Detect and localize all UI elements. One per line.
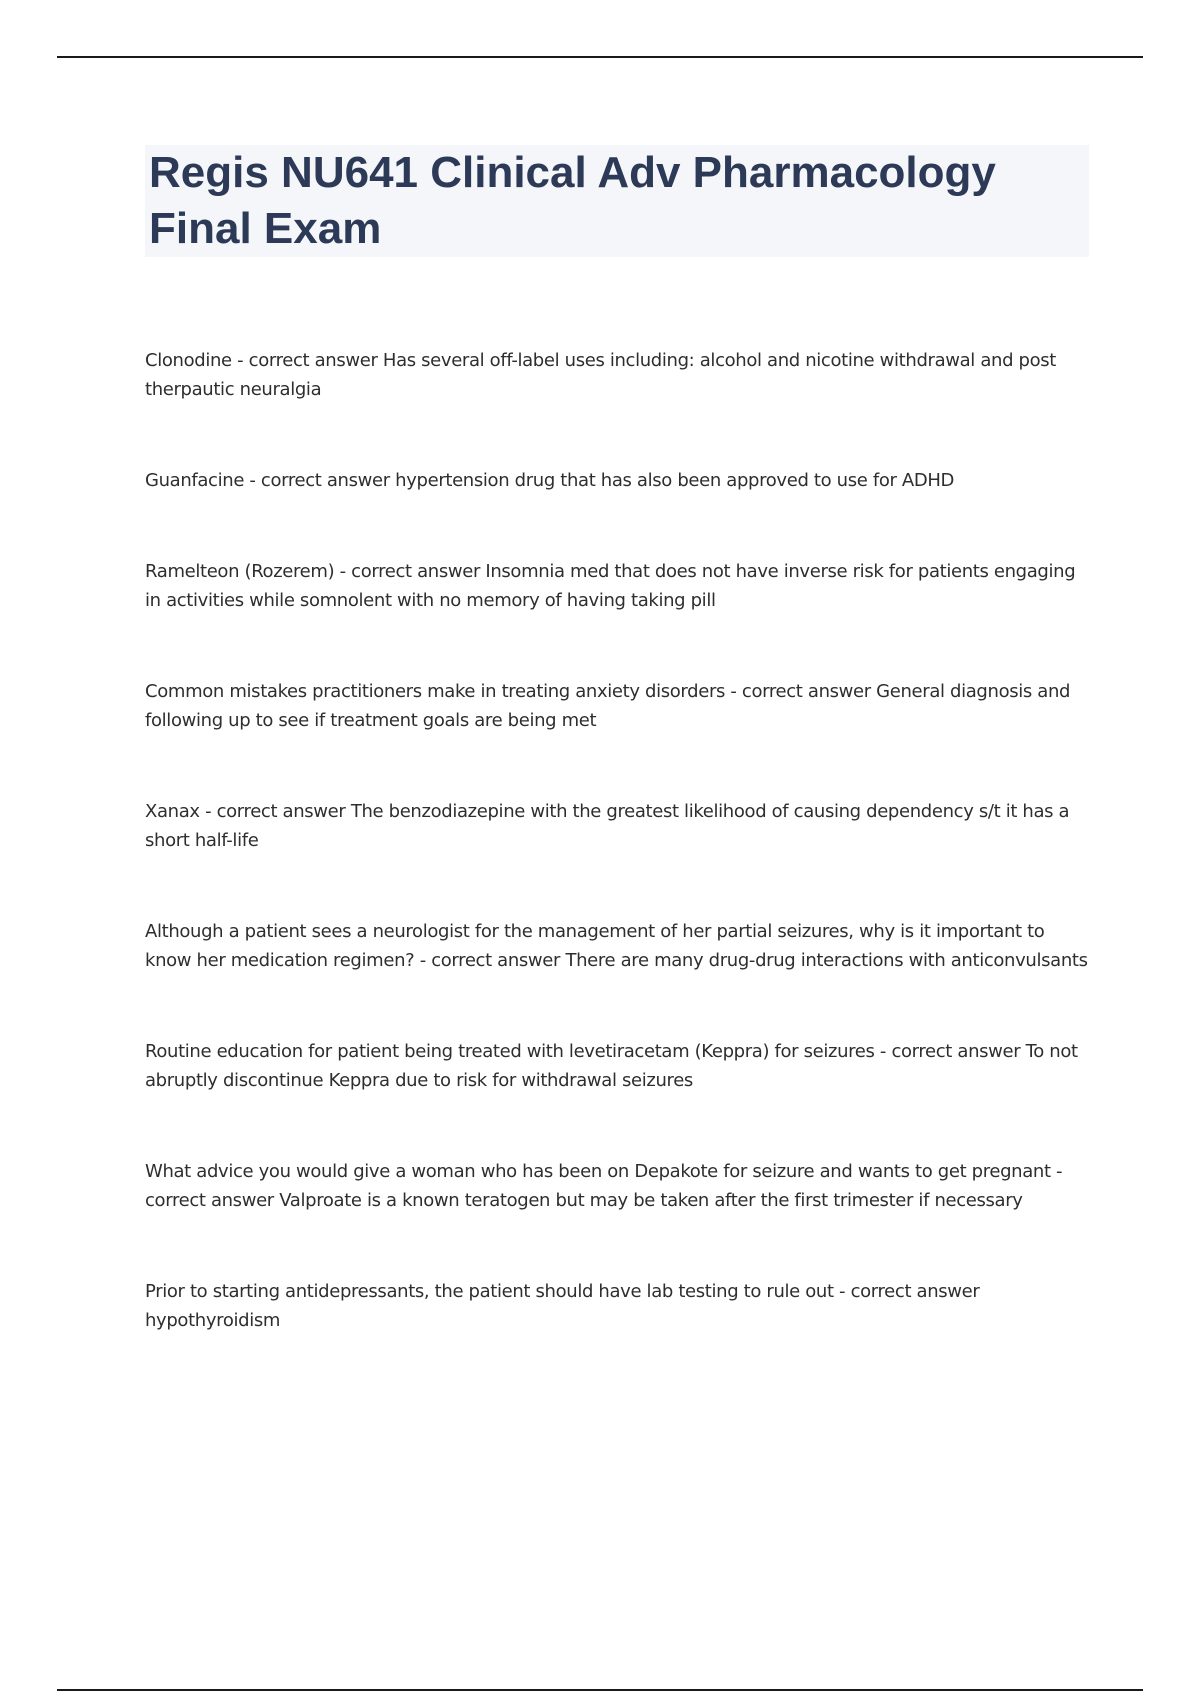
qa-item: Although a patient sees a neurologist for the management of her partial seizures, why is it important to know her medication regimen? - correct answer There are many drug-drug interactions with anticonvulsants — [145, 921, 1088, 971]
qa-item: Prior to starting antidepressants, the patient should have lab testing to rule out - correct answer hypothyroidism — [145, 1281, 980, 1331]
qa-item: Clonodine - correct answer Has several off-label uses including: alcohol and nicotine withdrawal and post therpautic neuralgia — [145, 350, 1056, 400]
qa-item: Common mistakes practitioners make in treating anxiety disorders - correct answer General diagnosis and following up to see if treatment goals are being met — [145, 681, 1071, 731]
qa-item: Guanfacine - correct answer hypertension drug that has also been approved to use for ADHD — [145, 470, 955, 491]
qa-item: Routine education for patient being treated with levetiracetam (Keppra) for seizures - correct answer To not abruptly discontinue Keppra due to risk for withdrawal seizures — [145, 1041, 1078, 1091]
top-divider — [57, 56, 1143, 58]
qa-list — [145, 346, 1090, 1397]
title-banner — [145, 145, 1089, 257]
qa-item: Xanax - correct answer The benzodiazepine with the greatest likelihood of causing dependency s/t it has a short half-life — [145, 801, 1070, 851]
qa-item: Ramelteon (Rozerem) - correct answer Insomnia med that does not have inverse risk for patients engaging in activities while somnolent with no memory of having taking pill — [145, 561, 1076, 611]
page-title: Regis NU641 Clinical Adv Pharmacology Final Exam — [149, 148, 996, 253]
bottom-divider — [57, 1689, 1143, 1691]
qa-item: What advice you would give a woman who has been on Depakote for seizure and wants to get pregnant - correct answer Valproate is a known teratogen but may be taken after the first trimester if necessary — [145, 1161, 1063, 1211]
